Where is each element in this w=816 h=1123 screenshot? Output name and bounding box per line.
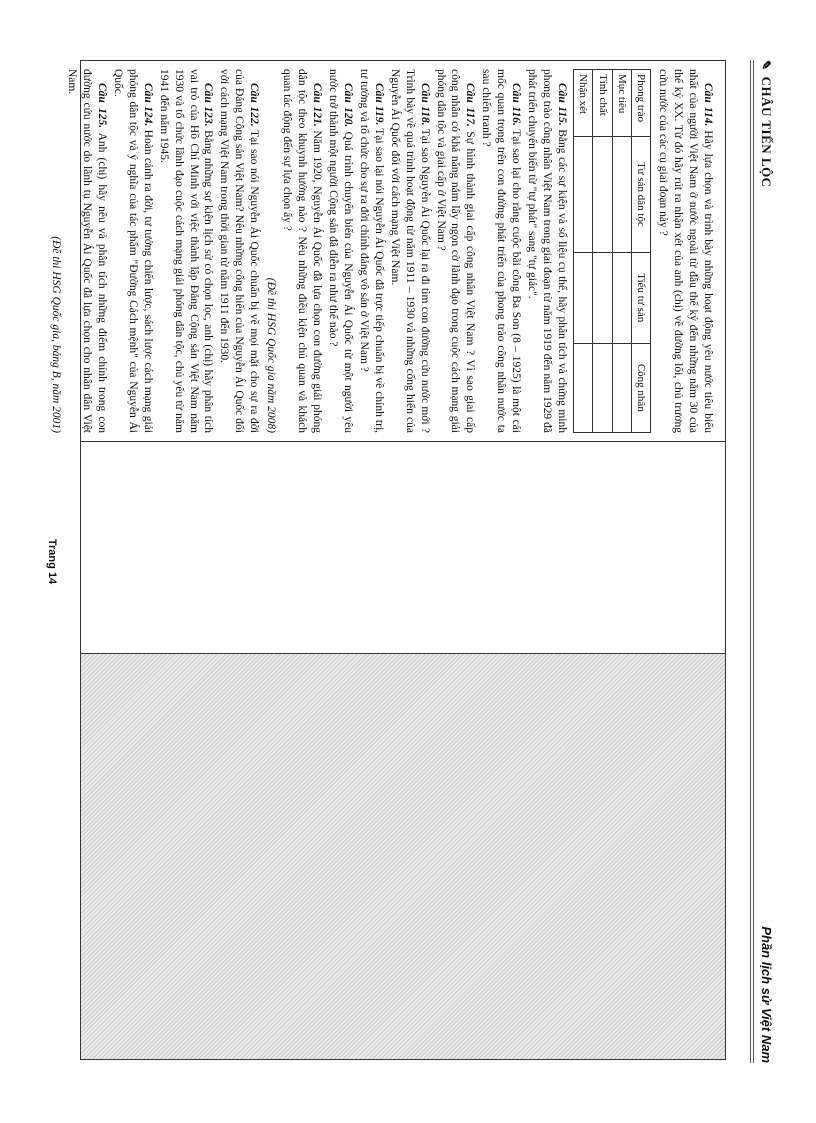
question-117: Câu 117. Sự hình thành giai cấp công nhân Việt Nam ? Vì sao giai cấp công nhân có khả năng nắm lấy ngọn cờ lãnh đạo trong cuộc cách mạng giải phóng dân tộc và giai cấp ở Việt Nam ? — [434, 69, 477, 433]
table-row-label: Tính chất — [593, 70, 612, 137]
table-row-label: Nhận xét — [574, 70, 593, 137]
source-note: (Đề thi HSG Quốc gia năm 2008) — [265, 277, 278, 433]
table-cell — [612, 137, 631, 253]
question-119: Câu 119. Tại sao lại nói Nguyễn Ái Quốc đã trực tiếp chuẩn bị về chính trị, tư tưởng và tổ chức cho sự ra đời chính đảng vô sản ở Việt Nam ? — [357, 69, 385, 434]
question-116: Câu 116. Tại sao lại cho rằng cuộc bãi công Ba Son (8 – 1925) là một cái mốc quan trọng trên con đường phát triển của phong trào công nhân nước ta sau chiến tranh ? — [480, 69, 523, 433]
table-cell — [612, 343, 631, 432]
subject-title: Phần lịch sử Việt Nam — [759, 926, 774, 1063]
table-row — [612, 70, 631, 433]
table-cell — [612, 252, 631, 343]
question-123: Câu 123. Bằng những sự kiện lịch sử có chọn lọc, anh (chị) hãy phân tích vai trò của Hồ Chí Minh với việc thành lập Đảng Cộng sản Việt Nam năm 1930 và tổ chức lãnh đạo cuộc cách mạng giải phóng dân tộc, chủ yếu từ năm 1941 đến năm 1945. — [157, 69, 215, 433]
page-header — [748, 60, 776, 1063]
table-row — [593, 70, 612, 433]
comparison-table — [573, 69, 651, 433]
table-cell — [574, 137, 593, 253]
notes-column — [80, 442, 726, 654]
question-114: Câu 114. Hãy lựa chọn và trình bày những hoạt động yêu nước tiêu biểu nhất của người Việt Nam ở nước ngoài từ đầu thế kỷ đến những năm 30 của thế kỷ XX. Từ đó hãy rút ra nhận xét của anh (chị) về đường lối, chủ trương cứu nước của các cụ giai đoạn này ? — [657, 69, 714, 434]
text-column — [50, 60, 726, 442]
header-rule — [750, 60, 754, 1063]
table-cell — [574, 252, 593, 343]
question-125: Câu 125. Anh (chị) hãy nêu và phân tích những điểm chính trong con đường cứu nước do lãnh tụ Nguyễn Ái Quốc đã lựa chọn cho nhân dân Việt Nam. — [66, 69, 108, 433]
table-header-cell: Công nhân — [631, 343, 650, 432]
table-header-cell: Tư sản dân tộc — [631, 137, 650, 253]
table-cell — [593, 252, 612, 343]
table-row-label: Mục tiêu — [612, 70, 631, 137]
question-124: Câu 124. Hoàn cảnh ra đời, tư tưởng chiến lược, sách lược cách mạng giải phóng dân tộc và ý nghĩa của tác phẩm "Đường Cách mệnh" của Nguyễn Ái Quốc. — [111, 69, 154, 434]
page-number: Trang 14 — [46, 538, 58, 585]
question-122: Câu 122. Tại sao nói Nguyễn Ái Quốc chuẩn bị về mọi mặt cho sự ra đời của Đảng Cộng sản Việt Nam? Nêu những cống hiến của Nguyễn Ái Quốc đối với cách mạng Việt Nam trong thời gian từ năm 1911 đến 1930. — [218, 69, 261, 433]
table-cell — [593, 343, 612, 432]
table-header-row — [631, 70, 650, 433]
question-121: Câu 121. Năm 1920, Nguyễn Ái Quốc đã lựa chọn con đường giải phóng dân tộc theo khuynh hướng nào ? Nêu những điều kiện chủ quan và khách quan tác động đến sự lựa chọn ấy ? — [281, 69, 324, 433]
table-header-cell: Phong trào — [631, 70, 650, 137]
question-118: Câu 118. Tại sao Nguyễn Ái Quốc lại ra đi tìm con đường cứu nước mới ? Trình bày về quá trình hoạt động từ năm 1911 – 1930 và những cống hiến của Nguyễn Ái Quốc đối với cách mạng Việt Nam. — [388, 69, 431, 433]
pen-icon: ✎ — [759, 60, 773, 71]
source-note: (Đề thi HSG Quốc gia, bảng B, năm 2001) — [50, 236, 63, 433]
table-header-cell: Tiểu tư sản — [631, 252, 650, 343]
question-115: Câu 115. Bằng các sự kiện và số liệu cụ thể, hãy phân tích và chứng minh phong trào công nhân Việt Nam trong giai đoạn từ năm 1919 đến năm 1929 đã phát triển chuyển biến từ "tự phát" sang "tự giác". — [526, 69, 569, 434]
table-row — [574, 70, 593, 433]
question-120: Câu 120. Quá trình chuyển biến của Nguyễn Ái Quốc từ một người yêu nước trở thành một người Cộng sản đã diễn ra như thế nào ? — [327, 69, 354, 433]
author-text: CHÂU TIẾN LỘC — [759, 76, 774, 188]
author-name — [758, 60, 774, 188]
shaded-column — [80, 654, 726, 1060]
table-cell — [593, 137, 612, 253]
table-cell — [574, 343, 593, 432]
